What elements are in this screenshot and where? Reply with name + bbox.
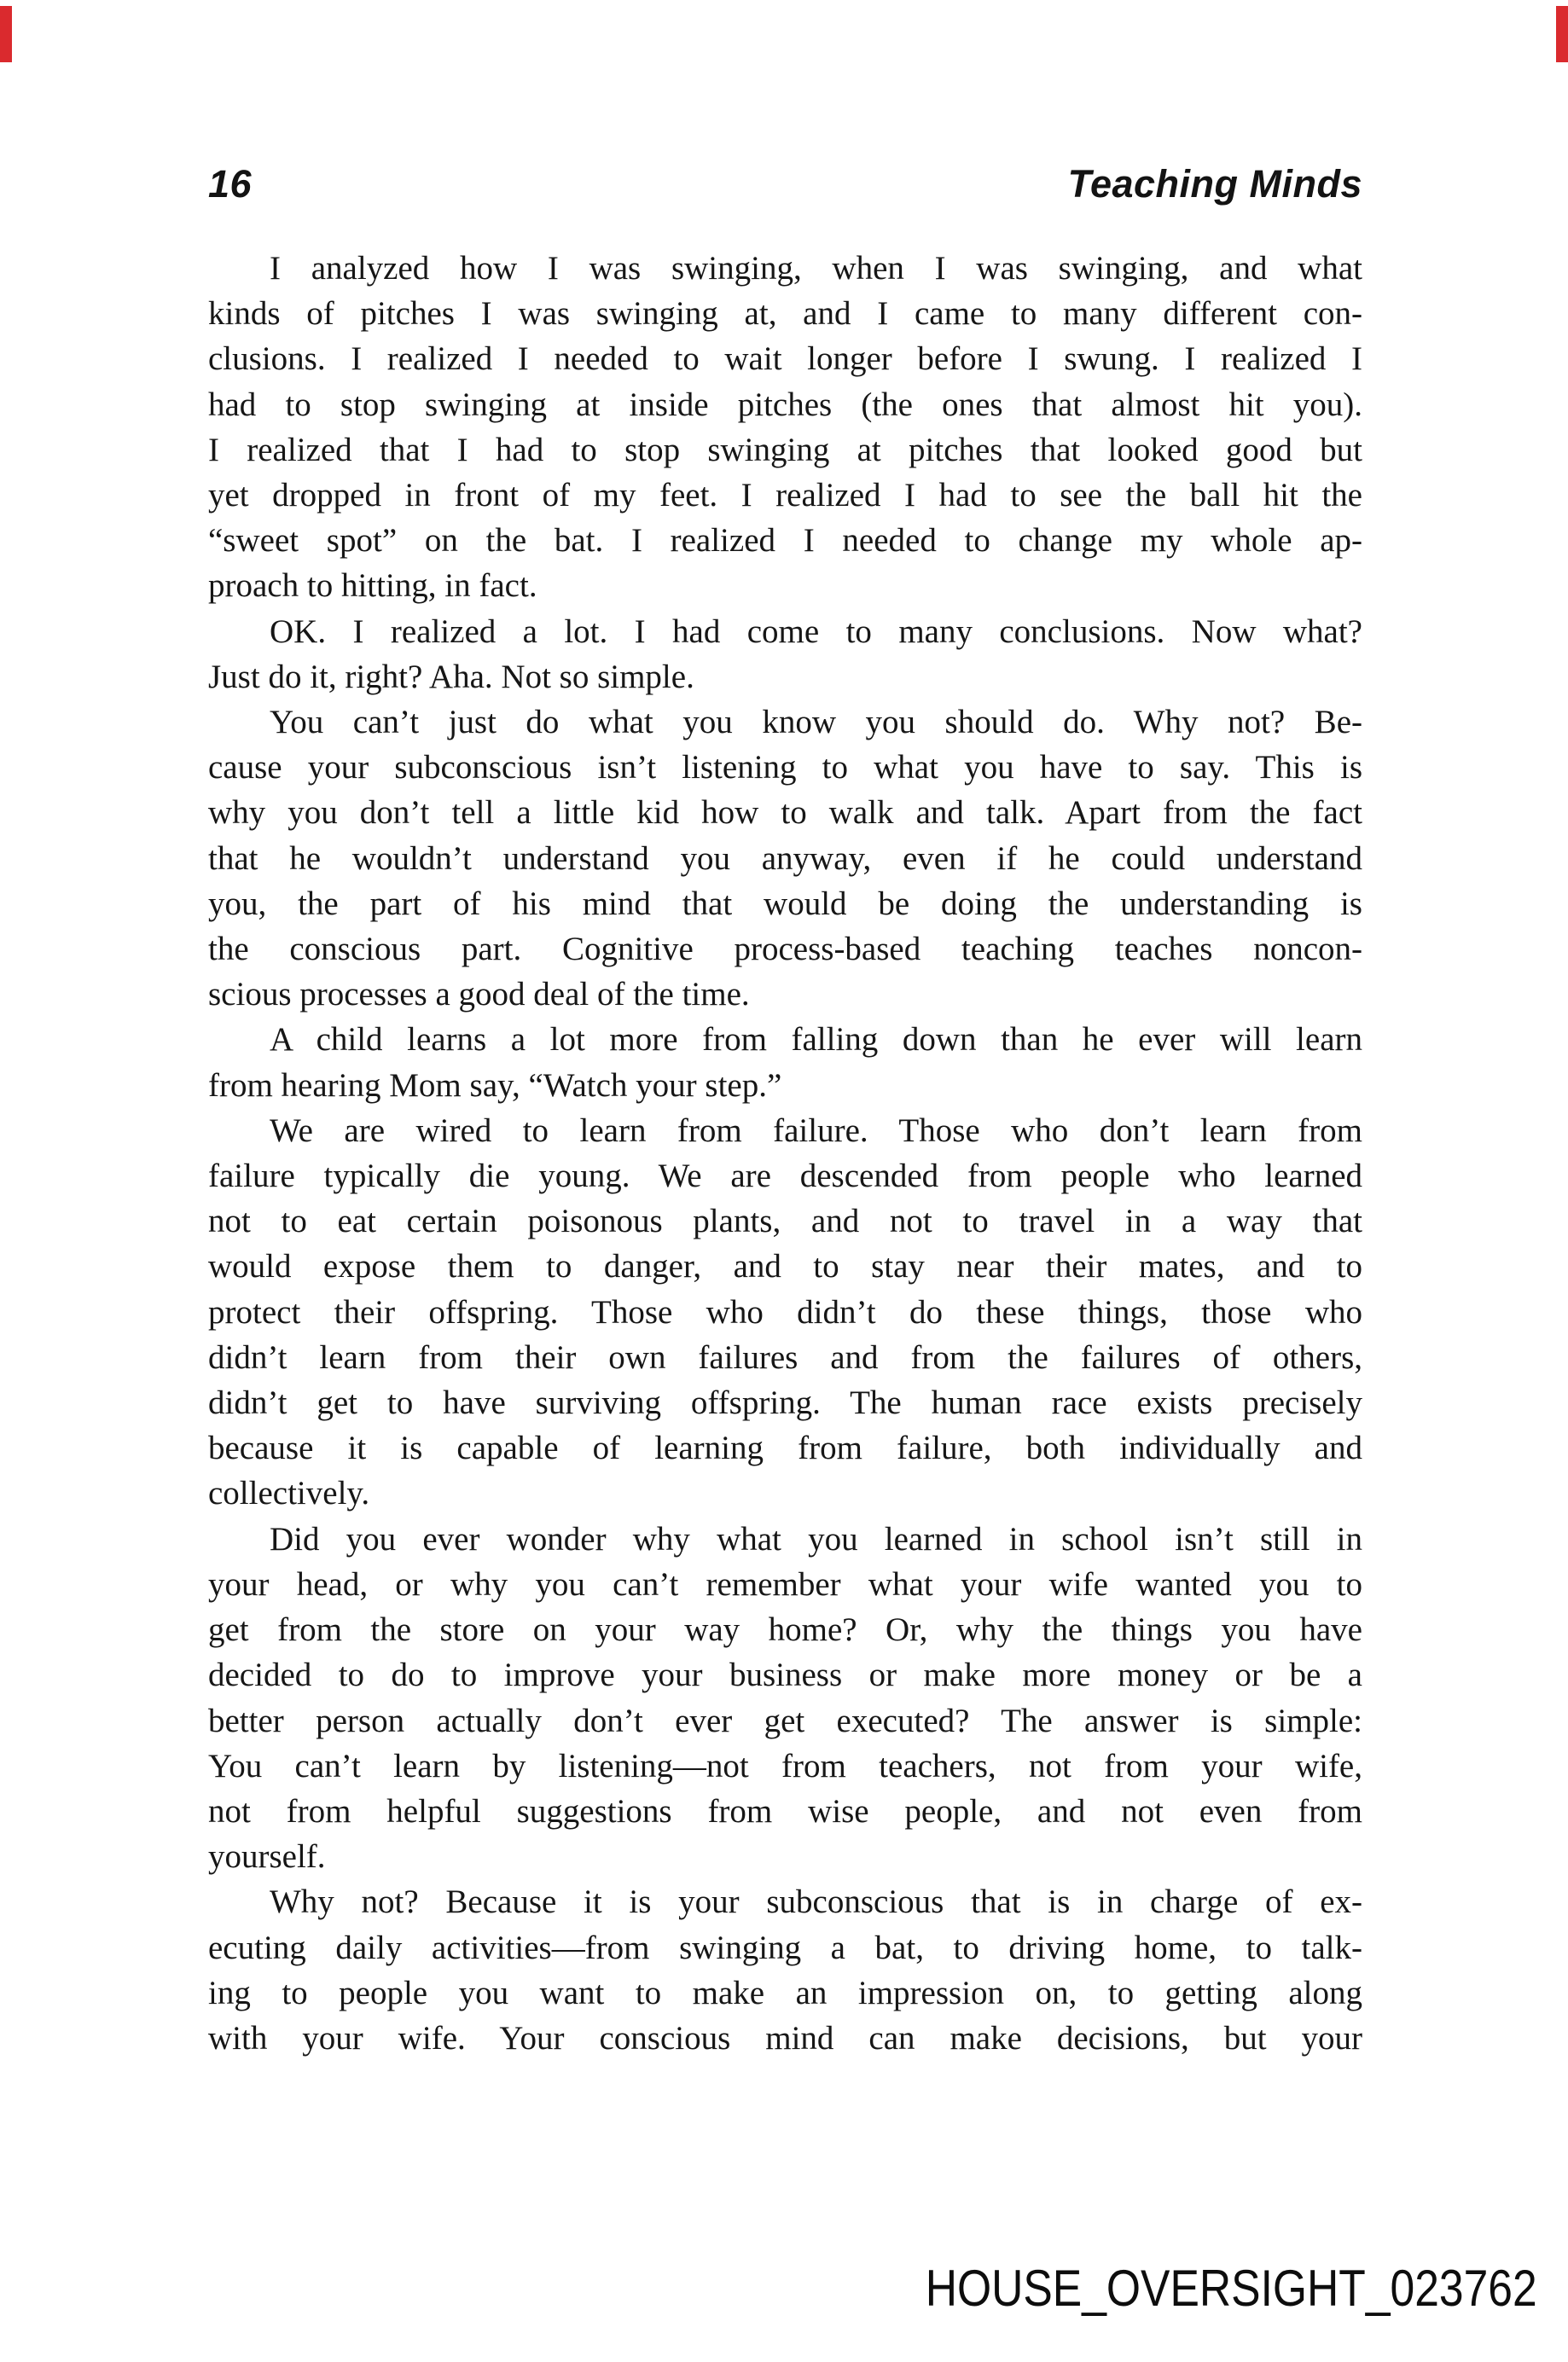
text-line: A child learns a lot more from falling down than he ever will learn (270, 1021, 1362, 1059)
text-line: I realized that I had to stop swinging at pitches that looked good but (208, 431, 1362, 468)
text-line: didn’t learn from their own failures and from the failures of others, (208, 1338, 1362, 1376)
paragraph (208, 699, 1362, 1017)
text-line: collectively. (208, 1475, 370, 1512)
text-line: ing to people you want to make an impression on, to getting along (208, 1974, 1362, 2011)
text-line: better person actually don’t ever get executed? The answer is simple: (208, 1702, 1362, 1739)
text-line: kinds of pitches I was swinging at, and I came to many different con- (208, 295, 1362, 333)
text-line: get from the store on your way home? Or, why the things you have (208, 1611, 1362, 1649)
running-header (208, 162, 1362, 206)
text-line: proach to hitting, in fact. (208, 567, 537, 605)
page-number: 16 (208, 162, 253, 206)
paragraph (208, 1017, 1362, 1107)
body-text (208, 246, 1362, 2061)
text-line: would expose them to danger, and to stay near their mates, and to (208, 1248, 1362, 1285)
paragraph (208, 609, 1362, 699)
text-line: had to stop swinging at inside pitches (the ones that almost hit you). (208, 386, 1362, 423)
text-line: Did you ever wonder why what you learned in school isn’t still in (270, 1520, 1362, 1558)
paragraph (208, 1517, 1362, 1880)
text-line: cause your subconscious isn’t listening to what you have to say. This is (208, 749, 1362, 786)
text-line: you, the part of his mind that would be doing the understanding is (208, 885, 1362, 922)
text-line: Just do it, right? Aha. Not so simple. (208, 658, 694, 695)
running-title: Teaching Minds (1067, 162, 1362, 206)
text-line: Why not? Because it is your subconscious that is in charge of ex- (270, 1883, 1362, 1921)
text-line: You can’t just do what you know you should do. Why not? Be- (270, 704, 1362, 741)
paragraph (208, 1879, 1362, 2061)
text-line: not to eat certain poisonous plants, and not to travel in a way that (208, 1203, 1362, 1240)
text-line: why you don’t tell a little kid how to walk and talk. Apart from the fact (208, 794, 1362, 832)
bates-stamp: HOUSE_OVERSIGHT_023762 (926, 2260, 1537, 2317)
red-corner-mark-left (0, 6, 12, 62)
paragraph (208, 246, 1362, 609)
text-line: I analyzed how I was swinging, when I was swinging, and what (270, 250, 1362, 287)
text-line: OK. I realized a lot. I had come to many conclusions. Now what? (270, 612, 1362, 650)
text-line: didn’t get to have surviving offspring. The human race exists precisely (208, 1384, 1362, 1422)
text-line: not from helpful suggestions from wise people, and not even from (208, 1792, 1362, 1830)
text-line: yourself. (208, 1838, 326, 1876)
text-line: your head, or why you can’t remember what your wife wanted you to (208, 1565, 1362, 1603)
text-line: the conscious part. Cognitive process-based teaching teaches noncon- (208, 931, 1362, 968)
text-line: that he wouldn’t understand you anyway, even if he could understand (208, 839, 1362, 877)
paragraph (208, 1108, 1362, 1517)
text-line: clusions. I realized I needed to wait longer before I swung. I realized I (208, 340, 1362, 378)
text-line: protect their offspring. Those who didn’t do these things, those who (208, 1293, 1362, 1331)
text-line: You can’t learn by listening—not from teachers, not from your wife, (208, 1747, 1362, 1785)
text-line: We are wired to learn from failure. Those who don’t learn from (270, 1111, 1362, 1149)
text-line: with your wife. Your conscious mind can make decisions, but your (208, 2019, 1362, 2057)
text-line: scious processes a good deal of the time. (208, 976, 750, 1013)
text-line: yet dropped in front of my feet. I realized I had to see the ball hit the (208, 477, 1362, 514)
text-line: from hearing Mom say, “Watch your step.” (208, 1066, 782, 1104)
text-line: decided to do to improve your business or make more money or be a (208, 1657, 1362, 1694)
text-line: because it is capable of learning from failure, both individually and (208, 1430, 1362, 1467)
text-line: ecuting daily activities—from swinging a bat, to driving home, to talk- (208, 1929, 1362, 1966)
text-line: failure typically die young. We are descended from people who learned (208, 1158, 1362, 1195)
text-line: “sweet spot” on the bat. I realized I needed to change my whole ap- (208, 522, 1362, 560)
red-corner-mark-right (1556, 6, 1568, 62)
